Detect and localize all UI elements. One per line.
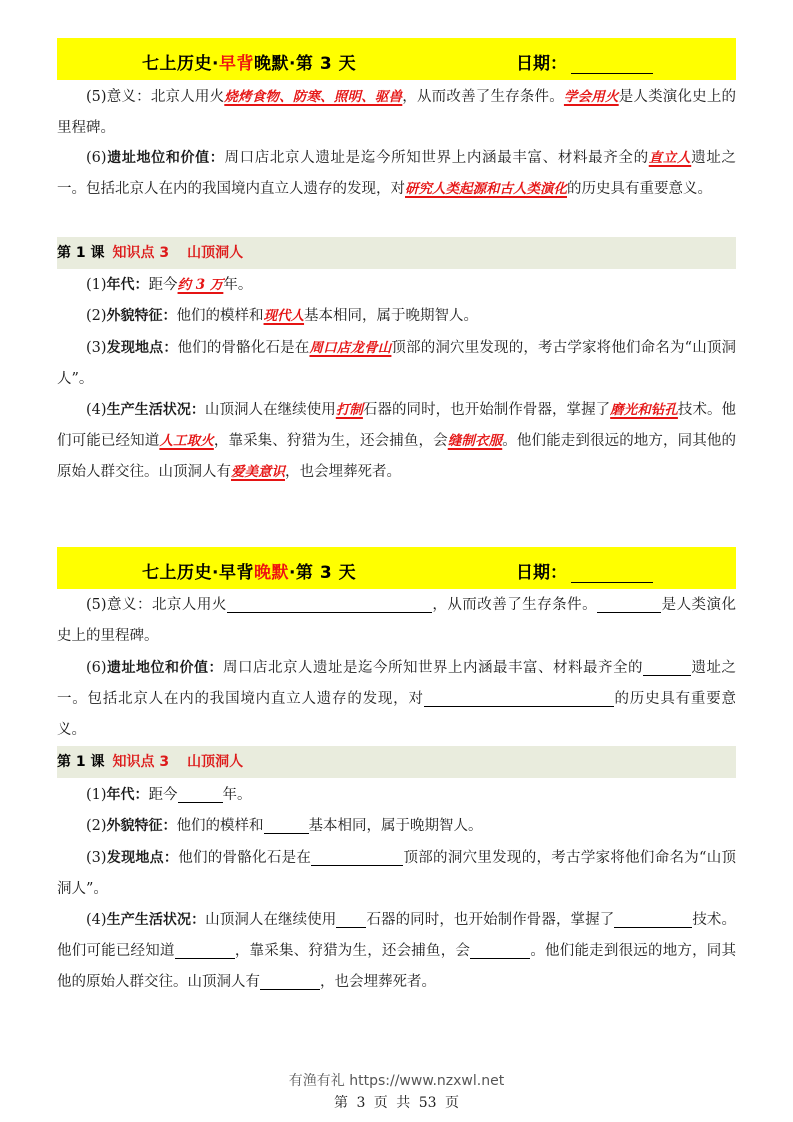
answer: 人工取火 xyxy=(159,433,214,449)
fill-blank[interactable] xyxy=(178,784,223,803)
answer: 研究人类起源和古人类演化 xyxy=(405,181,567,197)
section-header: 第 1 课 知识点 3 山顶洞人 xyxy=(57,746,736,778)
fill-blank[interactable] xyxy=(643,657,691,676)
date-blank[interactable] xyxy=(571,56,653,74)
fill-blank[interactable] xyxy=(311,847,403,866)
title-bar-morning xyxy=(57,38,736,80)
fill-blank[interactable] xyxy=(470,940,530,959)
answer: 烧烤食物、防寒、照明、驱兽 xyxy=(224,89,403,105)
doc-title: 七上历史·早背晚默·第 3 天 xyxy=(142,563,357,583)
item-5-significance: (5)意义：北京人用火烧烤食物、防寒、照明、驱兽，从而改善了生存条件。学会用火是人类演化史上的里程碑。 xyxy=(57,89,737,136)
fill-blank[interactable] xyxy=(260,971,320,990)
fill-blank[interactable] xyxy=(175,940,235,959)
fill-blank[interactable] xyxy=(614,909,692,928)
item-1-age: (1)年代：距今约 3 万年。 xyxy=(86,277,253,293)
answer: 直立人 xyxy=(648,150,692,166)
date-field: 日期： xyxy=(516,49,653,74)
answer: 约 3 万 xyxy=(177,277,224,293)
answer: 学会用火 xyxy=(563,89,619,105)
answer: 周口店龙骨山 xyxy=(309,340,392,356)
answer: 磨光和钻孔 xyxy=(610,402,678,418)
doc-title: 七上历史·早背晚默·第 3 天 xyxy=(142,54,357,74)
item-5-significance-blank: (5)意义：北京人用火 ，从而改善了生存条件。 是人类演化史上的里程碑。 xyxy=(57,590,736,652)
answer: 缝制衣服 xyxy=(447,433,503,449)
fill-blank[interactable] xyxy=(597,594,661,613)
title-bar-evening xyxy=(57,547,736,589)
title-highlight-morning: 早背 xyxy=(218,54,254,74)
item-4-life-conditions: (4)生产生活状况：山顶洞人在继续使用打制石器的同时，也开始制作骨器，掌握了磨光和钻孔技术。他们可能已经知道人工取火，靠采集、狩猎为生，还会捕鱼，会缝制衣服。他们能走到很远的地方，同其他的原始人群交往。山顶洞人有爱美意识，也会埋葬死者。 xyxy=(57,402,737,480)
fill-blank[interactable] xyxy=(227,594,432,613)
footer-site: 有渔有礼 https://www.nzxwl.net xyxy=(288,1073,505,1089)
fill-blank[interactable] xyxy=(424,688,614,707)
item-6-site-value: (6)遗址地位和价值：周口店北京人遗址是迄今所知世界上内涵最丰富、材料最齐全的直立人遗址之一。包括北京人在内的我国境内直立人遗存的发现，对研究人类起源和古人类演化的历史具有重要意义。 xyxy=(57,150,737,197)
fill-blank[interactable] xyxy=(336,909,366,928)
answer: 爱美意识 xyxy=(231,464,285,480)
item-label: 遗址地位和价值： xyxy=(106,150,225,166)
answer: 打制 xyxy=(335,402,363,418)
item-2-appearance: (2)外貌特征：他们的模样和现代人基本相同，属于晚期智人。 xyxy=(86,308,479,324)
item-6-site-value-blank: (6)遗址地位和价值：周口店北京人遗址是迄今所知世界上内涵最丰富、材料最齐全的 遗址之一。包括北京人在内的我国境内直立人遗存的发现，对 的历史具有重要意义。 xyxy=(57,653,736,746)
item-3-discovery-site-blank: (3)发现地点：他们的骨骼化石是在 顶部的洞穴里发现的，考古学家将他们命名为“山顶洞人”。 xyxy=(57,843,736,905)
item-4-life-conditions-blank: (4)生产生活状况：山顶洞人在继续使用 石器的同时，也开始制作骨器，掌握了 技术。他们可能已经知道 ，靠采集、狩猎为生，还会捕鱼，会 。他们能走到很远的地方，同其他的原始人群交往。山顶洞人有 ，也会埋葬死者。 xyxy=(57,905,736,998)
item-1-age-blank: (1)年代：距今 年。 xyxy=(57,780,736,811)
fill-blank[interactable] xyxy=(264,815,309,834)
title-highlight-evening: 晚默 xyxy=(253,563,289,583)
item-3-discovery-site: (3)发现地点：他们的骨骼化石是在周口店龙骨山顶部的洞穴里发现的，考古学家将他们命名为“山顶洞人”。 xyxy=(57,340,737,387)
answer: 现代人 xyxy=(263,308,305,324)
date-field: 日期： xyxy=(516,558,653,583)
section-header: 第 1 课 知识点 3 山顶洞人 xyxy=(57,237,736,269)
page-number: 第 3 页 共 53 页 xyxy=(334,1095,459,1111)
item-2-appearance-blank: (2)外貌特征：他们的模样和 基本相同，属于晚期智人。 xyxy=(57,811,736,842)
date-blank[interactable] xyxy=(571,565,653,583)
